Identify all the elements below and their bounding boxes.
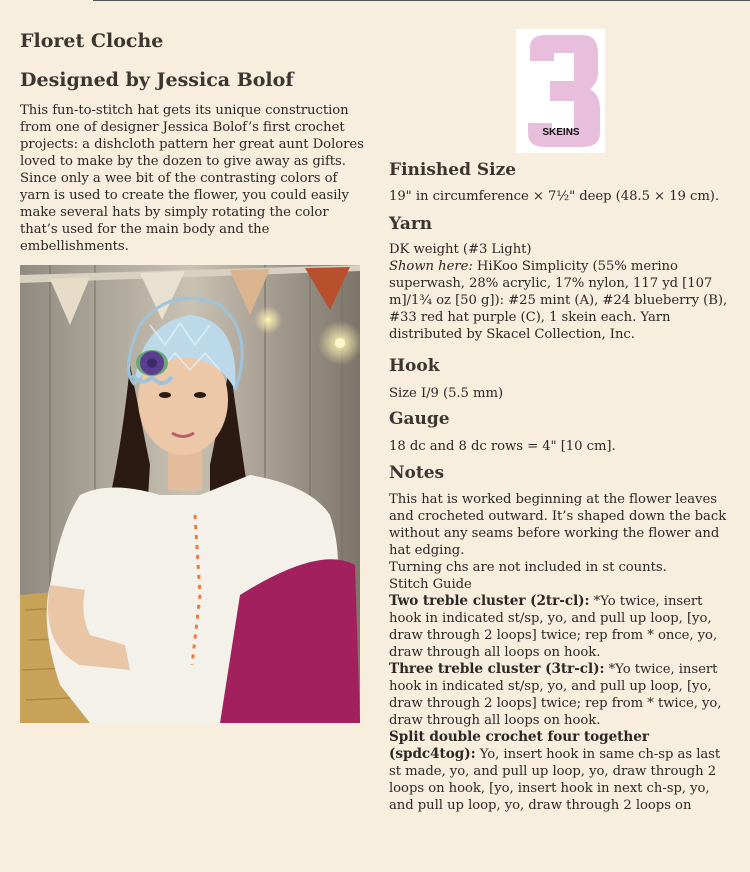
stitch-guide-label: Stitch Guide (389, 577, 472, 592)
stitch-term: Three treble cluster (3tr-cl): (389, 661, 605, 677)
stitch-term: Split double crochet four together (spdc4tog): (389, 729, 649, 762)
yarn-text (389, 241, 734, 343)
stitch-description: Yo, insert hook in same ch-sp as last st made, yo, and pull up loop, yo, draw through 2 loops on hook, [yo, insert hook in next ch-sp, yo, and pull up loop, yo, draw through 2 loops on (389, 747, 721, 813)
stitch-description: *Yo twice, insert hook in indicated st/sp, yo, and pull up loop, [yo, draw through 2 loops] twice; rep from * once, yo, draw through all loops on hook. (389, 594, 718, 660)
stitch-description: *Yo twice, insert hook in indicated st/sp, yo, and pull up loop, [yo, draw through 2 loops] twice; rep from * twice, yo, draw through all loops on hook. (389, 662, 722, 728)
skein-count-badge (516, 29, 605, 153)
finished-size-text: 19" in circumference × 7½" deep (48.5 × 19 cm). (389, 189, 720, 204)
gauge-text: 18 dc and 8 dc rows = 4" [10 cm]. (389, 439, 616, 454)
stitch-term: Two treble cluster (2tr-cl): (389, 593, 590, 609)
hook-text: Size I/9 (5.5 mm) (389, 386, 504, 401)
notes-paragraph: This hat is worked beginning at the flower leaves and crocheted outward. It’s shaped down the back without any seams before working the flower and hat edging. (389, 492, 727, 558)
hook-heading: Hook (389, 356, 440, 376)
stitch-2tr-cl (389, 593, 734, 661)
gauge-heading: Gauge (389, 409, 450, 429)
designer-heading: Designed by Jessica Bolof (20, 69, 294, 91)
yarn-shown-text: HiKoo Simplicity (55% merino superwash, 28% acrylic, 17% nylon, 117 yd [107 m]/1¾ oz [50 g]): #25 mint (A), #24 blueberry (B), #33 red hat purple (C), 1 skein each. Yarn distributed by Skacel Collection, Inc. (389, 259, 728, 342)
model-photo (20, 265, 360, 723)
page-title: Floret Cloche (20, 30, 164, 52)
stitch-spdc4tog (389, 729, 734, 814)
notes-body (389, 491, 734, 814)
yarn-shown-label: Shown here: (389, 259, 473, 274)
intro-paragraph: This fun-to-stitch hat gets its unique construction from one of designer Jessica Bolof’s first crochet projects: a dishcloth pattern her great aunt Dolores loved to make by the dozen to give away as gifts. Since only a wee bit of the contrasting colors of yarn is used to create the flower, you could easily make several hats by simply rotating the color that’s used for the main body and the embellishments. (20, 103, 364, 254)
top-rule (93, 0, 750, 1)
notes-heading: Notes (389, 463, 445, 483)
finished-size-heading: Finished Size (389, 160, 517, 180)
notes-turning-chains: Turning chs are not included in st counts. (389, 560, 667, 575)
stitch-3tr-cl (389, 661, 734, 729)
yarn-heading: Yarn (389, 214, 433, 234)
yarn-weight: DK weight (#3 Light) (389, 242, 532, 257)
skein-count-label: SKEINS (542, 127, 580, 138)
